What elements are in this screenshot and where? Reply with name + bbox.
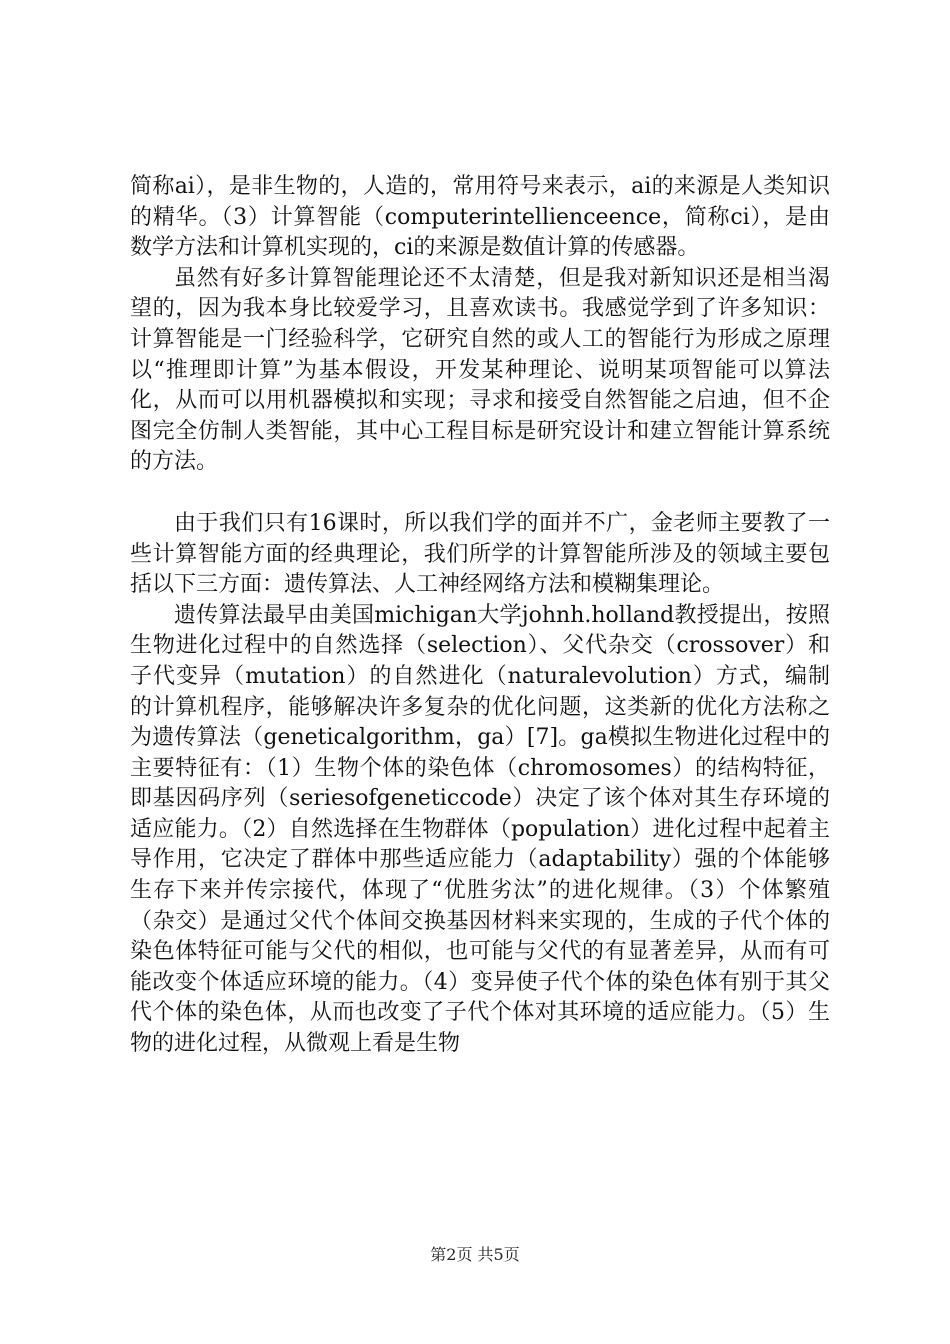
paragraph-genetic-algorithm: 遗传算法最早由美国michigan大学johnh.holland教授提出，按照生物进化过程中的自然选择（selection）、父代杂交（crossover）和子代变异（mutation）的自然进化（naturalevolution）方式，编制的计算机程序，能够解决许多复杂的优化问题，这类新的优化方法称之为遗传算法（geneticalgorithm，ga）[7]。ga模拟生物进化过程中的主要特征有：（1）生物个体的染色体（chromosomes）的结构特征，即基因码序列（seriesofgeneticcode）决定了该个体对其生存环境的适应能力。（2）自然选择在生物群体（population）进化过程中起着主导作用，它决定了群体中那些适应能力（adaptability）强的个体能够生存下来并传宗接代，体现了“优胜劣汰”的进化规律。（3）个体繁殖（杂交）是通过父代个体间交换基因材料来实现的，生成的子代个体的染色体特征可能与父代的相似，也可能与父代的有显著差异，从而有可能改变个体适应环境的能力。（4）变异使子代个体的染色体有别于其父代个体的染色体，从而也改变了子代个体对其环境的适应能力。（5）生物的进化过程，从微观上看是生物 <box>130 602 830 1057</box>
page-number-footer: 第2页 共5页 <box>430 1245 520 1264</box>
document-body <box>130 172 830 1060</box>
paragraph-course-scope: 由于我们只有16课时，所以我们学的面并不广，金老师主要教了一些计算智能方面的经典理论，我们所学的计算智能所涉及的领域主要包括以下三方面：遗传算法、人工神经网络方法和模糊集理论。 <box>130 510 830 598</box>
paragraph-learning-reflection: 虽然有好多计算智能理论还不太清楚，但是我对新知识还是相当渴望的，因为我本身比较爱学习，且喜欢读书。我感觉学到了许多知识：计算智能是一门经验科学，它研究自然的或人工的智能行为形成之原理以“推理即计算”为基本假设，开发某种理论、说明某项智能可以算法化，从而可以用机器模拟和实现；寻求和接受自然智能之启迪，但不企图完全仿制人类智能，其中心工程目标是研究设计和建立智能计算系统的方法。 <box>130 265 830 475</box>
paragraph-continuation: 简称ai），是非生物的，人造的，常用符号来表示，ai的来源是人类知识的精华。（3）计算智能（computerintellienceence，简称ci），是由数学方法和计算机实现的，ci的来源是数值计算的传感器。 <box>130 174 830 261</box>
